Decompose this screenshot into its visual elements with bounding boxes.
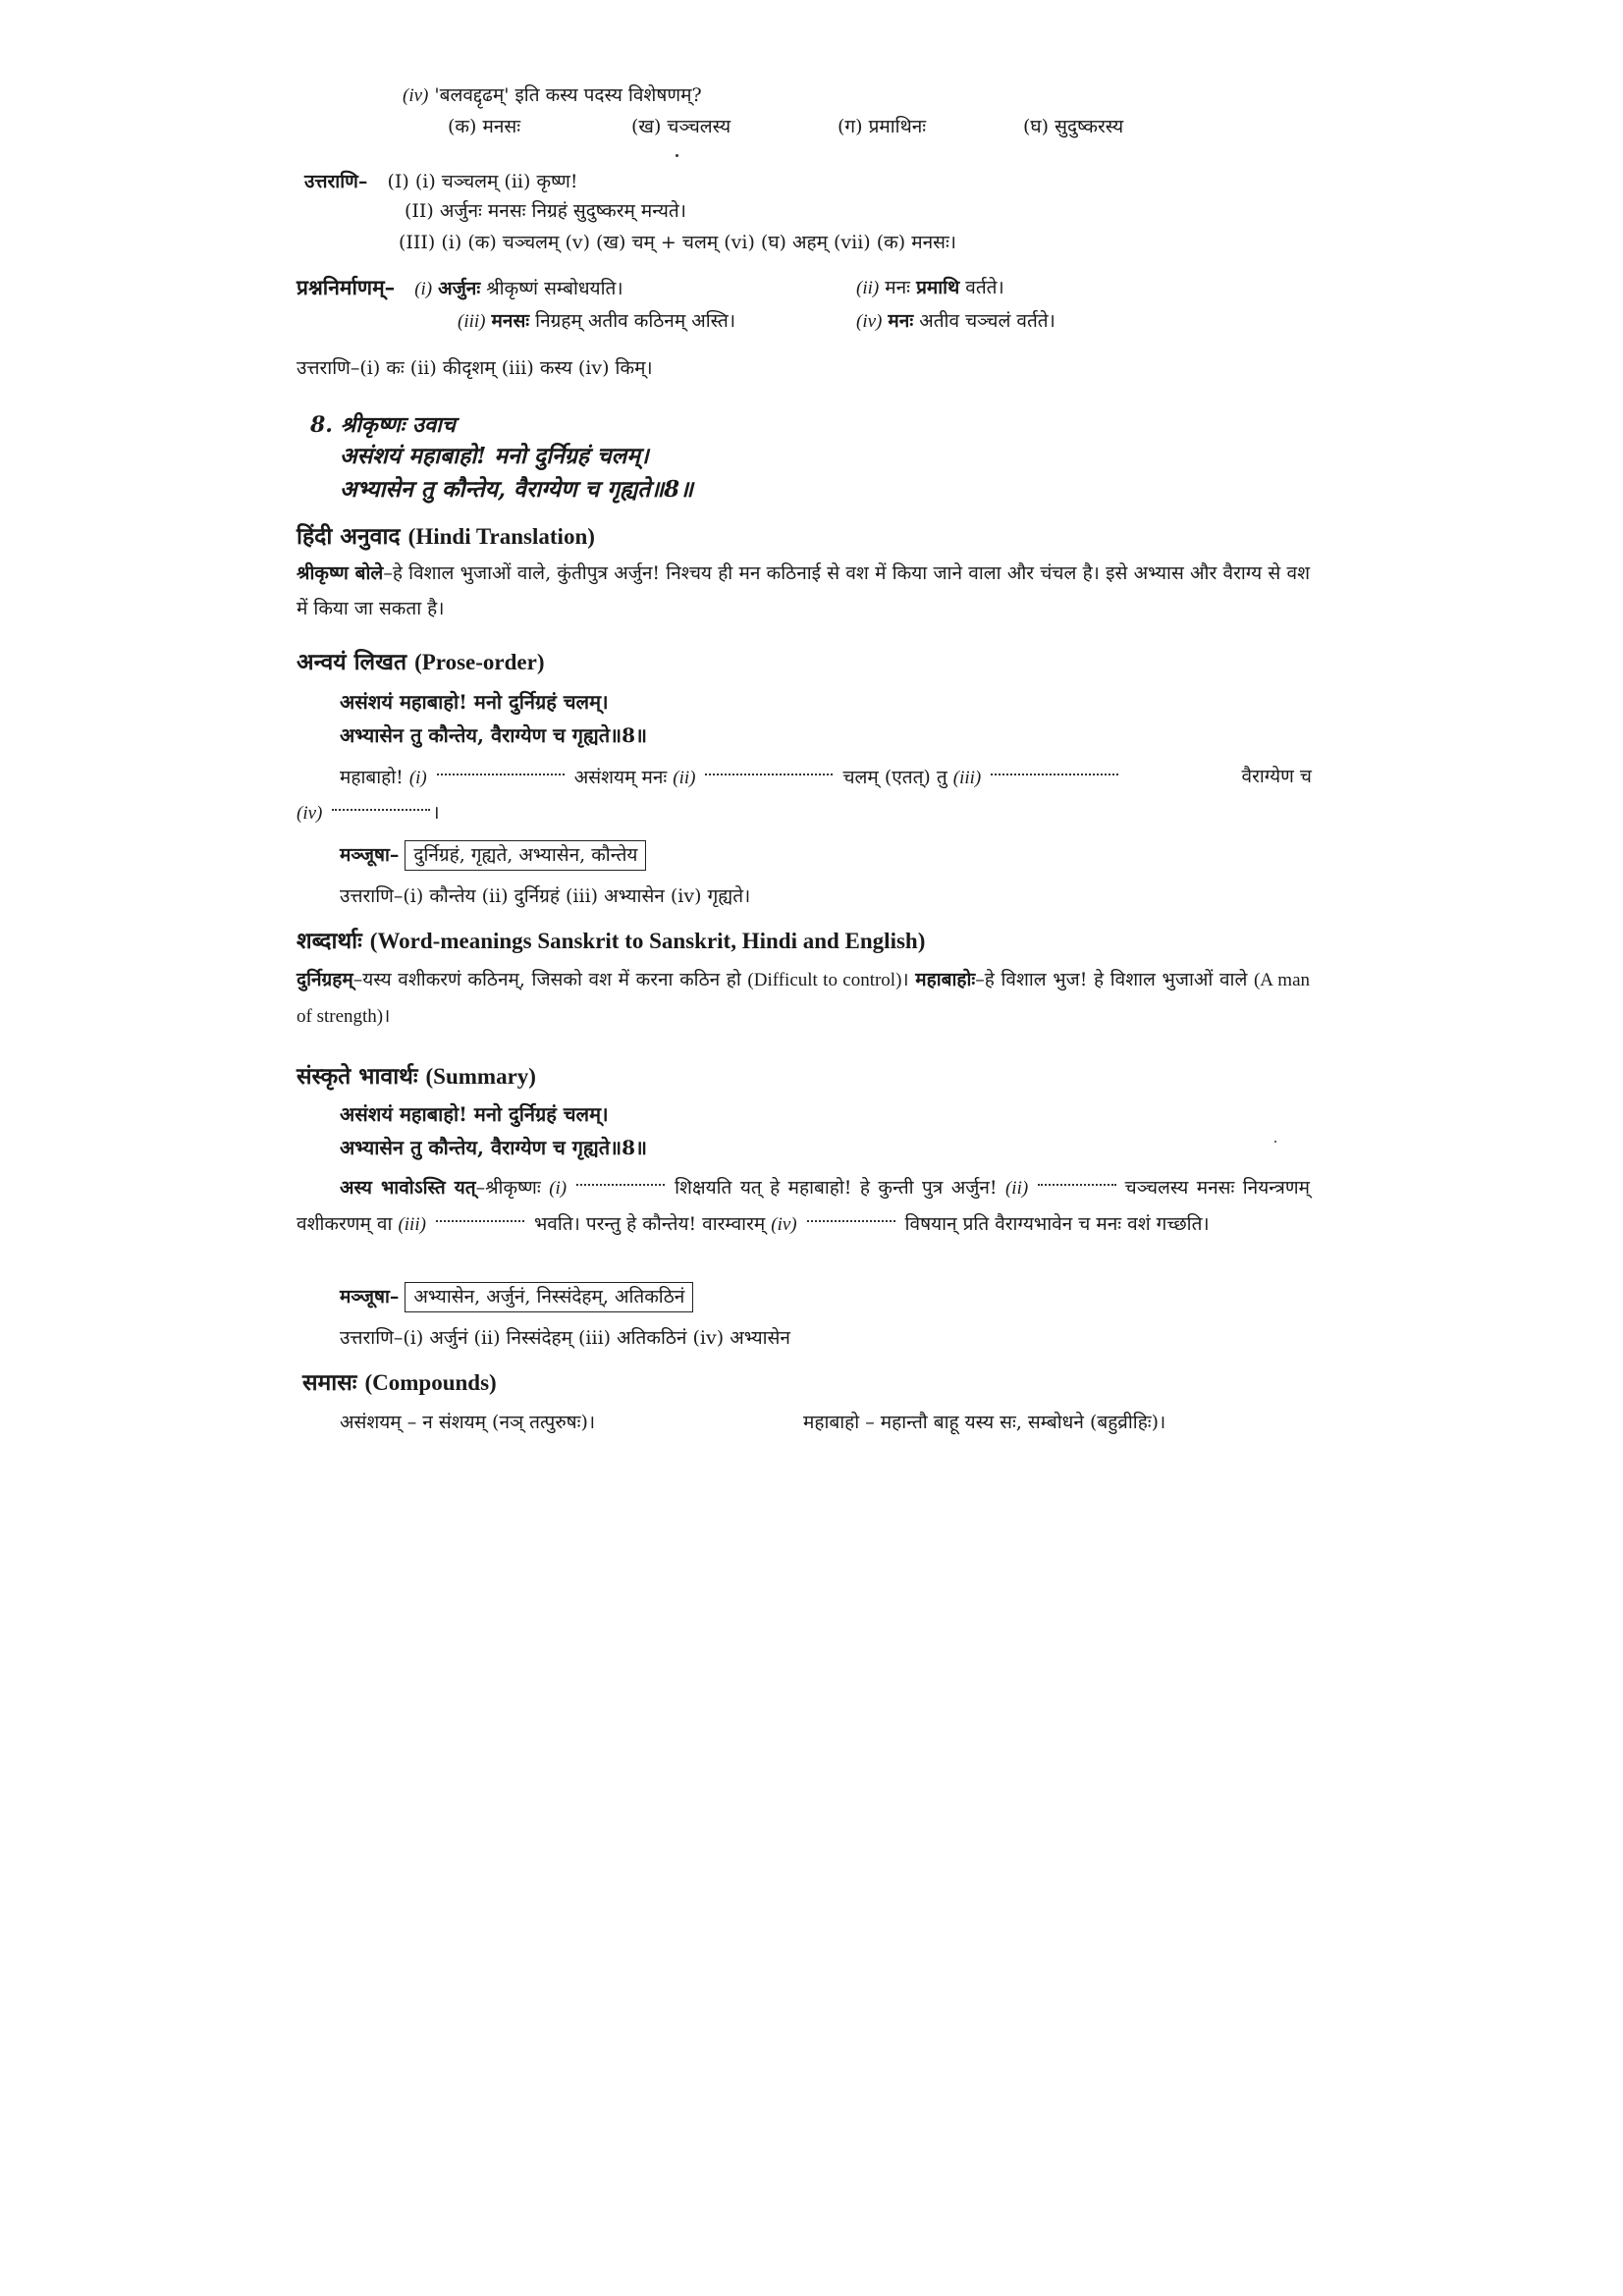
stray-mark xyxy=(1274,1141,1276,1143)
verse-line-1: असंशयं महाबाहो! मनो दुर्निग्रहं चलम्। xyxy=(340,443,649,469)
prose-fill-line-2: (iv) । xyxy=(297,799,440,827)
question-making-item-ii: (ii) मनः प्रमाथि वर्तते। xyxy=(856,277,1004,298)
manjusha-label: मञ्जूषा– xyxy=(340,1286,400,1308)
answers-label: उत्तराणि– xyxy=(304,171,368,192)
prose-manjusha xyxy=(340,840,646,871)
verse-title: 8. श्रीकृष्णः उवाच xyxy=(310,412,456,438)
question-making-item-iii: (iii) मनसः निग्रहम् अतीव कठिनम् अस्ति। xyxy=(458,310,736,332)
answers-1-row-I: उत्तराणि– (I) (i) चञ्चलम् (ii) कृष्ण! xyxy=(304,171,578,192)
compound-item-2: महाबाहो – महान्तौ बाहू यस्य सः, सम्बोधने (बहुव्रीहिः)। xyxy=(803,1412,1166,1433)
manjusha-box: दुर्निग्रहं, गृह्यते, अभ्यासेन, कौन्तेय xyxy=(405,840,646,871)
option-kha: (ख) चञ्चलस्य xyxy=(631,116,731,137)
word-meanings-text: दुर्निग्रहम्–यस्य वशीकरणं कठिनम्, जिसको वश में करना कठिन हो (Difficult to control)। महाबाहोः–हे विशाल भुज! हे विशाल भुजाओं वाले (A man of strength)। xyxy=(297,969,1310,1027)
option-ga: (ग) प्रमाथिनः xyxy=(838,116,927,137)
blank-ii[interactable] xyxy=(705,764,833,775)
manjusha-label: मञ्जूषा– xyxy=(340,844,400,866)
hindi-translation-heading: हिंदी अनुवाद (Hindi Translation) xyxy=(297,523,595,550)
verse-line-2: अभ्यासेन तु कौन्तेय, वैराग्येण च गृह्यते॥8॥ xyxy=(340,476,693,503)
summary-heading: संस्कृते भावार्थः (Summary) xyxy=(297,1063,536,1090)
summary-paragraph: अस्य भावोऽस्ति यत्–श्रीकृष्णः (i) शिक्षयति यत् हे महाबाहो! हे कुन्ती पुत्र अर्जुन! (ii) चञ्चलस्य मनसः नियन्त्रणम् वशीकरणम् वा (iii) भवति। परन्तु हे कौन्तेय! वारम्वारम् (iv) विषयान् प्रति वैराग्यभावेन च मनः वशं गच्छति। xyxy=(297,1170,1310,1243)
prose-verse-line-1: असंशयं महाबाहो! मनो दुर्निग्रहं चलम्। xyxy=(340,690,609,714)
question-number: (iv) xyxy=(403,85,429,106)
blank-i[interactable] xyxy=(437,764,565,775)
prose-order-heading: अन्वयं लिखत (Prose-order) xyxy=(297,649,545,675)
summary-manjusha xyxy=(340,1282,693,1312)
prose-verse-line-2: अभ्यासेन तु कौन्तेय, वैराग्येण च गृह्यते॥8॥ xyxy=(340,723,648,747)
stray-mark xyxy=(676,154,678,157)
answers-1-row-III: (III) (i) (क) चञ्चलम् (v) (ख) चम् + चलम् (vi) (घ) अहम् (vii) (क) मनसः। xyxy=(399,232,957,253)
question-iv xyxy=(403,82,702,109)
question-text: 'बलवद्दृढम्' इति कस्य पदस्य विशेषणम्? xyxy=(434,84,702,106)
term-durnigraham: दुर्निग्रहम् xyxy=(297,969,353,990)
compound-item-1: असंशयम् – न संशयम् (नञ् तत्पुरुषः)। xyxy=(340,1412,596,1433)
blank-iv[interactable] xyxy=(807,1210,895,1222)
prose-fill-line-1: महाबाहो! (i) असंशयम् मनः (ii) चलम् (एतत्) तु (iii) वैराग्येण च xyxy=(340,766,1312,788)
answers-1-row-II: (II) अर्जुनः मनसः निग्रहं सुदुष्करम् मन्यते। xyxy=(405,200,686,222)
blank-iii[interactable] xyxy=(991,764,1118,775)
blank-ii[interactable] xyxy=(1038,1174,1116,1186)
blank-iii[interactable] xyxy=(436,1210,524,1222)
blank-iv[interactable] xyxy=(332,799,430,811)
summary-verse-line-2: अभ्यासेन तु कौन्तेय, वैराग्येण च गृह्यते॥8॥ xyxy=(340,1136,648,1159)
summary-verse-line-1: असंशयं महाबाहो! मनो दुर्निग्रहं चलम्। xyxy=(340,1102,609,1126)
compounds-heading: समासः (Compounds) xyxy=(302,1369,497,1396)
option-ka: (क) मनसः xyxy=(448,116,521,137)
question-making-label: प्रश्ननिर्माणम्– xyxy=(297,275,396,299)
question-making-row-1: प्रश्ननिर्माणम्– (i) अर्जुनः श्रीकृष्णं सम्बोधयति। xyxy=(297,275,623,299)
question-making-answers: उत्तराणि–(i) कः (ii) कीदृशम् (iii) कस्य (iv) किम्। xyxy=(297,357,653,379)
term-mahabaho: महाबाहोः xyxy=(915,969,976,990)
option-gha: (घ) सुदुष्करस्य xyxy=(1023,116,1124,137)
blank-i[interactable] xyxy=(576,1174,665,1186)
hindi-translation-text: श्रीकृष्ण बोले–हे विशाल भुजाओं वाले, कुंतीपुत्र अर्जुन! निश्चय ही मन कठिनाई से वश में किया जाने वाला और चंचल है। इसे अभ्यास और वैराग्य से वश में किया जा सकता है। xyxy=(297,562,1310,619)
prose-answers: उत्तराणि–(i) कौन्तेय (ii) दुर्निग्रहं (iii) अभ्यासेन (iv) गृह्यते। xyxy=(340,885,751,907)
question-making-item-iv: (iv) मनः अतीव चञ्चलं वर्तते। xyxy=(856,310,1055,332)
manjusha-box: अभ्यासेन, अर्जुनं, निस्संदेहम्, अतिकठिनं xyxy=(405,1282,693,1312)
word-meanings-heading: शब्दार्थाः (Word-meanings Sanskrit to Sanskrit, Hindi and English) xyxy=(297,928,926,954)
summary-answers: उत्तराणि–(i) अर्जुनं (ii) निस्संदेहम् (iii) अतिकठिनं (iv) अभ्यासेन xyxy=(340,1327,790,1349)
